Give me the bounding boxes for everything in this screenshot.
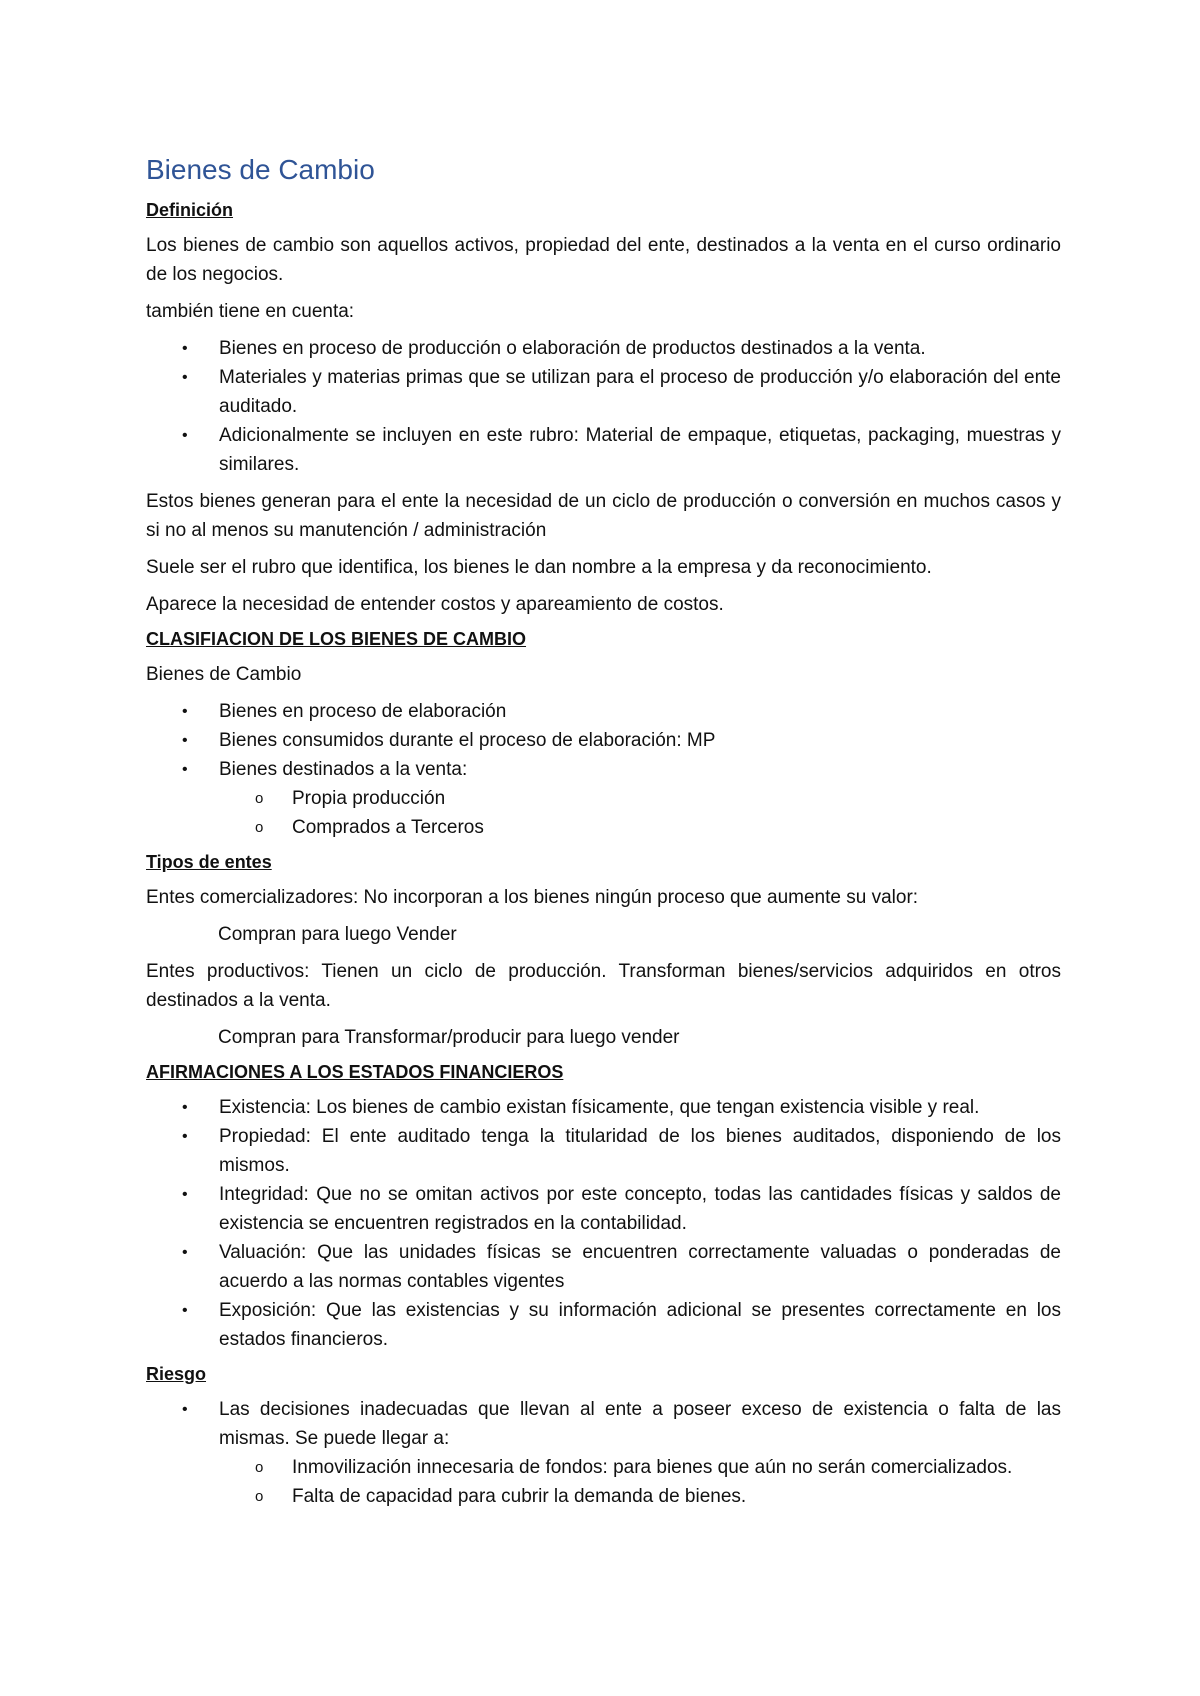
list-item-text: Propiedad: El ente auditado tenga la titularidad de los bienes auditados, disponiendo de los mismos. (219, 1126, 1061, 1176)
section-heading-riesgo: Riesgo (146, 1364, 207, 1384)
bullet-icon: • (182, 1099, 188, 1116)
bullet-list (146, 697, 1061, 842)
list-item-text: Valuación: Que las unidades físicas se encuentren correctamente valuadas o ponderadas de acuerdo a las normas contables vigentes (219, 1242, 1061, 1292)
list-item (146, 363, 1061, 421)
section-heading-afirmaciones: AFIRMACIONES A LOS ESTADOS FINANCIEROS (146, 1062, 564, 1082)
bullet-icon: • (182, 1401, 188, 1418)
list-item-text: Bienes en proceso de elaboración (219, 701, 507, 722)
list-item-text: Integridad: Que no se omitan activos por este concepto, todas las cantidades físicas y saldos de existencia se encuentren registrados en la contabilidad. (219, 1184, 1061, 1234)
sub-bullet-list (219, 1453, 1061, 1511)
list-item (146, 1180, 1061, 1238)
paragraph: Estos bienes generan para el ente la necesidad de un ciclo de producción o conversión en muchos casos y si no al menos su manutención / administración (146, 491, 1061, 541)
list-item (146, 1093, 1061, 1122)
bullet-icon: • (182, 340, 188, 357)
document-body (146, 152, 1061, 1519)
list-item-text: Bienes consumidos durante el proceso de elaboración: MP (219, 730, 716, 751)
paragraph: Entes comercializadores: No incorporan a los bienes ningún proceso que aumente su valor: (146, 887, 919, 908)
indented-paragraph: Compran para Transformar/producir para luego vender (218, 1027, 680, 1048)
list-item (146, 1238, 1061, 1296)
sub-list-item-text: Propia producción (292, 788, 446, 809)
list-item-text: Existencia: Los bienes de cambio existan físicamente, que tengan existencia visible y real. (219, 1097, 980, 1118)
sub-list-item-text: Comprados a Terceros (292, 817, 484, 838)
sub-list-item-text: Inmovilización innecesaria de fondos: para bienes que aún no serán comercializados. (292, 1457, 1013, 1478)
list-item (146, 334, 1061, 363)
paragraph: también tiene en cuenta: (146, 301, 355, 322)
bullet-icon: • (182, 1244, 188, 1261)
section-heading-definicion: Definición (146, 200, 234, 220)
sub-list-item (219, 784, 1061, 813)
list-item-text: Adicionalmente se incluyen en este rubro: Material de empaque, etiquetas, packaging, muestras y similares. (219, 425, 1061, 475)
paragraph: Entes productivos: Tienen un ciclo de producción. Transforman bienes/servicios adquiridos en otros destinados a la venta. (146, 961, 1061, 1011)
list-item-text: Materiales y materias primas que se utilizan para el proceso de producción y/o elaboración del ente auditado. (219, 367, 1061, 417)
paragraph: Suele ser el rubro que identifica, los bienes le dan nombre a la empresa y da reconocimiento. (146, 557, 932, 578)
bullet-icon: • (182, 427, 188, 444)
list-item (146, 697, 1061, 726)
paragraph: Los bienes de cambio son aquellos activos, propiedad del ente, destinados a la venta en el curso ordinario de los negocios. (146, 235, 1061, 285)
list-item-text: Las decisiones inadecuadas que llevan al ente a poseer exceso de existencia o falta de las mismas. Se puede llegar a: (219, 1399, 1061, 1449)
bullet-list (146, 1093, 1061, 1354)
bullet-icon: • (182, 703, 188, 720)
bullet-icon: • (182, 761, 188, 778)
list-item-text: Bienes en proceso de producción o elaboración de productos destinados a la venta. (219, 338, 926, 359)
paragraph: Aparece la necesidad de entender costos y apareamiento de costos. (146, 594, 724, 615)
list-item (146, 1296, 1061, 1354)
list-item-text: Exposición: Que las existencias y su información adicional se presentes correctamente en los estados financieros. (219, 1300, 1061, 1350)
sub-list-item (219, 813, 1061, 842)
bullet-list (146, 1395, 1061, 1511)
bullet-icon: • (182, 732, 188, 749)
list-item (146, 1395, 1061, 1511)
list-item (146, 726, 1061, 755)
section-heading-clasificacion: CLASIFIACION DE LOS BIENES DE CAMBIO (146, 629, 527, 649)
sub-bullet-icon: o (255, 1488, 264, 1505)
sub-bullet-icon: o (255, 819, 264, 836)
section-heading-tipos: Tipos de entes (146, 852, 272, 872)
document-title: Bienes de Cambio (146, 154, 375, 185)
sub-bullet-icon: o (255, 790, 264, 807)
indented-paragraph: Compran para luego Vender (218, 924, 457, 945)
sub-bullet-icon: o (255, 1459, 264, 1476)
list-item (146, 421, 1061, 479)
paragraph: Bienes de Cambio (146, 664, 302, 685)
bullet-icon: • (182, 1186, 188, 1203)
sub-bullet-list (219, 784, 1061, 842)
list-item-text: Bienes destinados a la venta: (219, 759, 468, 780)
bullet-icon: • (182, 369, 188, 386)
sub-list-item (219, 1482, 1061, 1511)
list-item (146, 1122, 1061, 1180)
bullet-list (146, 334, 1061, 479)
sub-list-item-text: Falta de capacidad para cubrir la demanda de bienes. (292, 1486, 747, 1507)
list-item (146, 755, 1061, 842)
bullet-icon: • (182, 1128, 188, 1145)
sub-list-item (219, 1453, 1061, 1482)
bullet-icon: • (182, 1302, 188, 1319)
